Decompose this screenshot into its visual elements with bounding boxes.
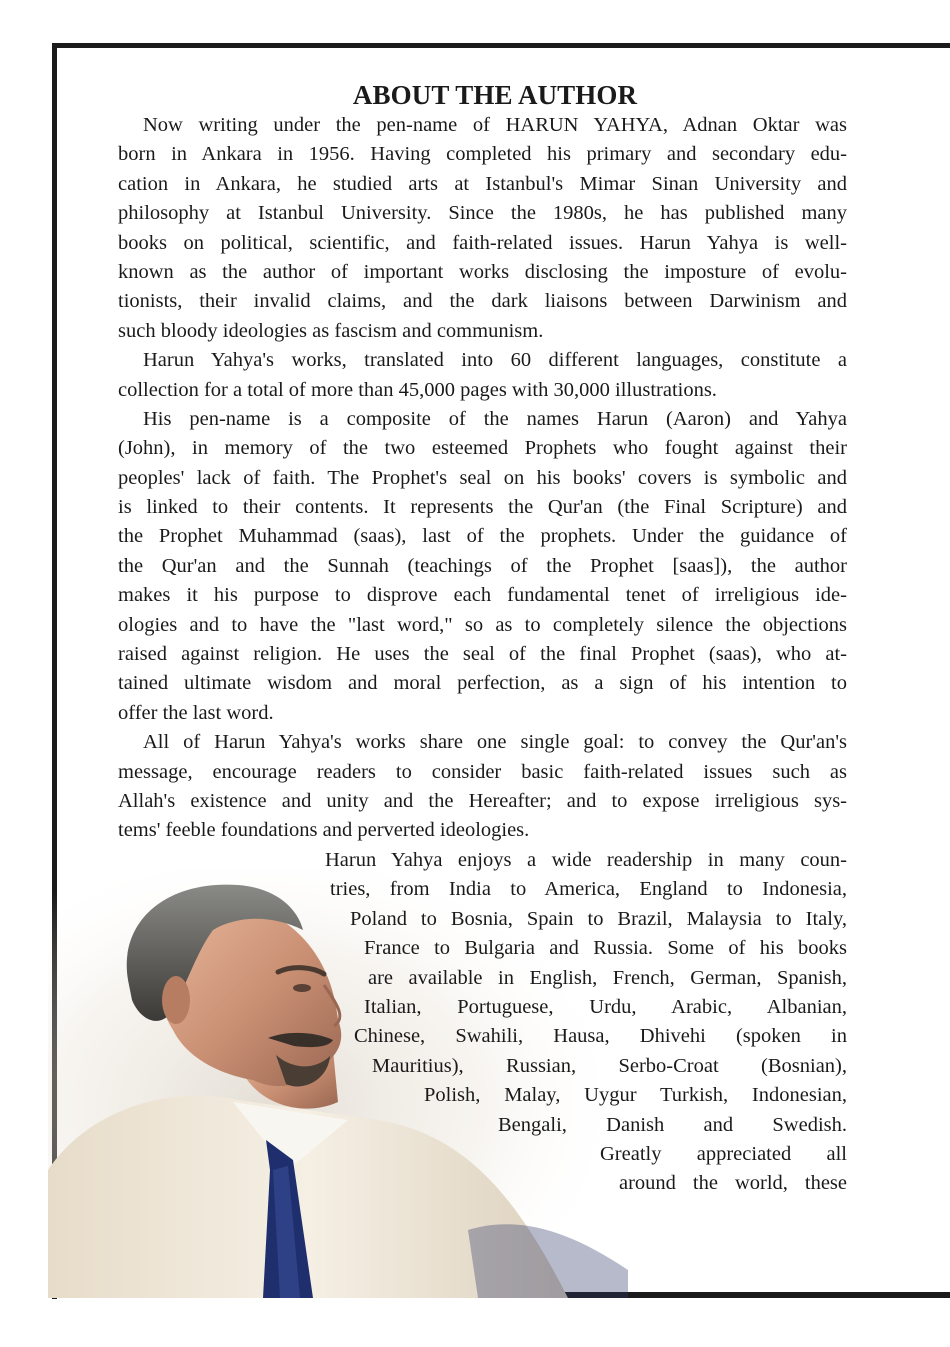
page-title: ABOUT THE AUTHOR	[352, 80, 638, 110]
text-line: the Qur'an and the Sunnah (teachings of the Prophet [saas]), the author	[118, 554, 847, 577]
text-line: are available in English, French, German, Spanish,	[368, 966, 847, 989]
text-line: ologies and to have the "last word," so as to completely silence the objections	[118, 613, 847, 636]
text-line: collection for a total of more than 45,000 pages with 30,000 illustrations.	[118, 378, 717, 401]
wrap-text	[118, 846, 847, 1199]
text-line: His pen-name is a composite of the names Harun (Aaron) and Yahya	[143, 407, 847, 430]
text-line: books on political, scientific, and faith-related issues. Harun Yahya is well-	[118, 231, 847, 254]
text-line: such bloody ideologies as fascism and communism.	[118, 319, 544, 342]
text-line: Bengali, Danish and Swedish.	[498, 1113, 847, 1136]
text-line: makes it his purpose to disprove each fundamental tenet of irreligious ide-	[118, 584, 847, 607]
text-line: tems' feeble foundations and perverted ideologies.	[118, 819, 530, 842]
text-line: Mauritius), Russian, Serbo-Croat (Bosnian),	[372, 1054, 847, 1077]
text-line: Harun Yahya's works, translated into 60 different languages, constitute a	[143, 349, 847, 372]
text-line: (John), in memory of the two esteemed Prophets who fought against their	[118, 437, 847, 460]
text-line: tionists, their invalid claims, and the dark liaisons between Darwinism and	[118, 290, 847, 313]
text-line: tained ultimate wisdom and moral perfection, as a sign of his intention to	[118, 672, 847, 695]
text-line: Greatly appreciated all	[600, 1142, 847, 1165]
text-line: is linked to their contents. It represents the Qur'an (the Final Scripture) and	[118, 496, 847, 519]
text-line: known as the author of important works disclosing the imposture of evolu-	[118, 260, 847, 283]
text-line: Polish, Malay, Uygur Turkish, Indonesian,	[424, 1084, 847, 1107]
text-line: the Prophet Muhammad (saas), last of the prophets. Under the guidance of	[118, 525, 847, 548]
text-line: philosophy at Istanbul University. Since the 1980s, he has published many	[118, 202, 847, 225]
text-line: born in Ankara in 1956. Having completed his primary and secondary edu-	[118, 143, 847, 166]
text-line: Allah's existence and unity and the Hereafter; and to expose irreligious sys-	[118, 789, 847, 812]
text-line: tries, from India to America, England to Indonesia,	[330, 878, 847, 901]
text-line: peoples' lack of faith. The Prophet's seal on his books' covers is symbolic and	[118, 466, 847, 489]
text-line: Italian, Portuguese, Urdu, Arabic, Albanian,	[364, 995, 847, 1018]
text-line: Now writing under the pen-name of HARUN YAHYA, Adnan Oktar was	[143, 114, 847, 136]
page-frame-top	[52, 43, 950, 48]
main-text	[118, 111, 847, 846]
text-line: message, encourage readers to consider basic faith-related issues such as	[118, 760, 847, 783]
text-line: offer the last word.	[118, 701, 274, 724]
text-line: France to Bulgaria and Russia. Some of his books	[364, 937, 847, 960]
text-line: around the world, these	[619, 1172, 847, 1195]
text-line: Chinese, Swahili, Hausa, Dhivehi (spoken in	[354, 1025, 847, 1048]
text-line: Poland to Bosnia, Spain to Brazil, Malaysia to Italy,	[350, 907, 847, 930]
text-line: Harun Yahya enjoys a wide readership in many coun-	[325, 849, 847, 871]
text-line: cation in Ankara, he studied arts at Istanbul's Mimar Sinan University and	[118, 172, 847, 195]
text-line: raised against religion. He uses the seal of the final Prophet (saas), who at-	[118, 643, 847, 666]
text-line: All of Harun Yahya's works share one single goal: to convey the Qur'an's	[143, 731, 847, 754]
